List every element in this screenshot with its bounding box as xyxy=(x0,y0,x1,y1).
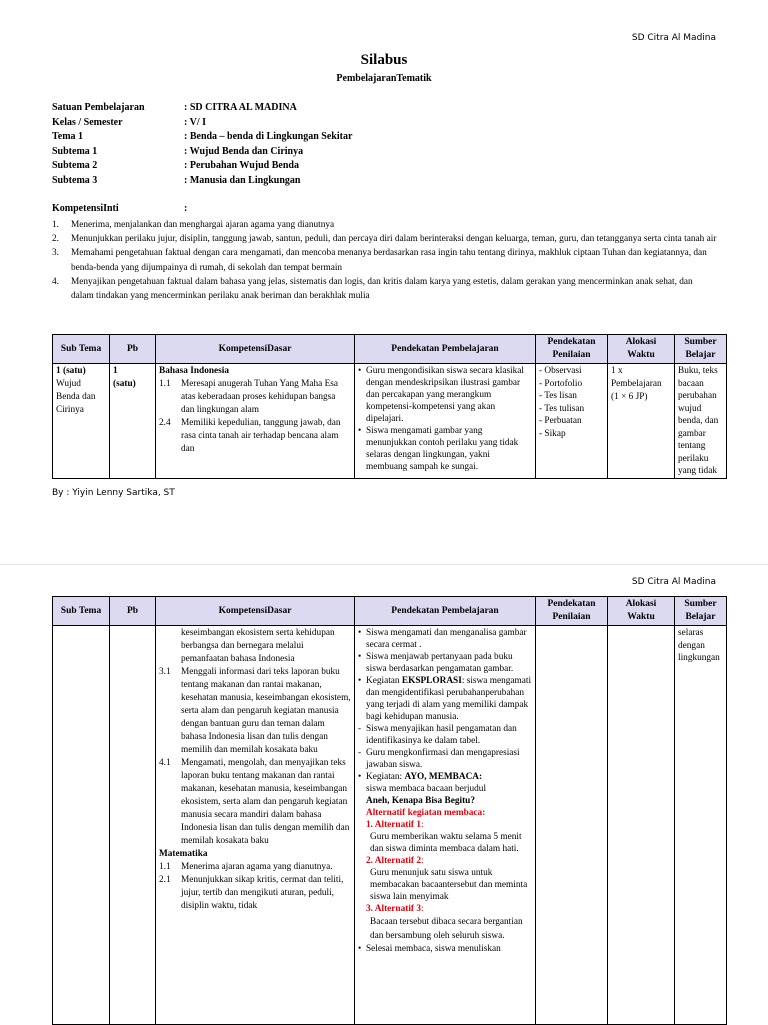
bullet-mark: • xyxy=(358,366,362,376)
kd-text: Menerima ajaran agama yang dianutnya. xyxy=(181,862,333,872)
pendekatan-text: Siswa menjawab pertanyaan pada buku siswa berdasarkan pengamatan gambar. xyxy=(366,652,514,674)
sumber-text: Buku, teks bacaan perubahan wujud benda, dan gambar tentang perilaku yang tidak xyxy=(678,366,719,476)
sumber-text: selaras dengan lingkungan xyxy=(678,628,720,663)
cell-sumber xyxy=(675,364,727,479)
pendekatan-text-pre: Kegiatan: xyxy=(366,772,405,782)
syllabus-table xyxy=(52,334,727,479)
alt-1: 1. Alternatif 1: xyxy=(366,820,424,830)
pb-word: (satu) xyxy=(113,379,136,389)
pendekatan-item xyxy=(358,723,532,747)
ki-num: 4. xyxy=(52,276,59,287)
info-value: : Manusia dan Lingkungan xyxy=(184,174,301,186)
alt-label: 1. Alternatif 1 xyxy=(366,820,421,830)
reading-title: Aneh, Kenapa Bisa Begitu? xyxy=(366,796,475,806)
cell-subtema xyxy=(53,626,110,1025)
table-header-row xyxy=(53,335,727,364)
penilaian-item: - Observasi xyxy=(539,366,582,376)
kd-item xyxy=(159,861,351,874)
bullet-mark: • xyxy=(358,426,362,436)
penilaian-item: - Sikap xyxy=(539,428,566,439)
kd-text: Mengamati, mengolah, dan menyajikan teks laporan buku tentang makanan dan rantai makanan, kesehatan manusia, keseimbangan ekosistem, serta alam dan pengaruh kegiatan manusia secara mandiri dalam bahasa Indonesia lisan dan tulis dengan memilih dan memilah kosakata baku xyxy=(181,758,350,846)
kd-text: Memiliki kepedulian, tanggung jawab, dan rasa cinta tanah air terhadap bencana alam dan xyxy=(181,418,341,454)
kd-num: 2.4 xyxy=(159,418,171,428)
kd-heading: Matematika xyxy=(159,849,208,859)
info-row xyxy=(52,130,352,145)
pendekatan-item xyxy=(358,651,532,675)
info-label: Subtema 3 xyxy=(52,174,98,186)
table-row xyxy=(53,364,727,479)
col-alokasi: Alokasi Waktu xyxy=(608,597,675,626)
ki-heading-sep: : xyxy=(184,203,188,214)
kd-item xyxy=(159,757,351,848)
info-block xyxy=(52,101,352,188)
syllabus-table-continued xyxy=(52,596,727,1025)
cell-kd xyxy=(156,364,355,479)
pendekatan-keyword: AYO, MEMBACA: xyxy=(404,772,483,782)
info-value: : V/ I xyxy=(184,116,207,128)
info-row xyxy=(52,145,352,160)
alt-text: Bacaan tersebut dibaca secara bergantian dan bersambung oleh seluruh siswa. xyxy=(370,917,523,941)
ki-text: Memahami pengetahuan faktual dengan cara mengamati, dan mencoba menanya berdasarkan rasa ingin tahu tentang dirinya, makhluk ciptaan Tuhan dan kegiatannya, dan benda-benda yang dijumpainya di rumah, di sekolah dan tempat bermain xyxy=(71,248,707,273)
kd-item xyxy=(159,874,351,913)
ki-item xyxy=(52,275,717,303)
info-row xyxy=(52,174,352,189)
ki-text: Menerima, menjalankan dan menghargai ajaran agama yang dianutnya xyxy=(71,220,335,230)
col-pb: Pb xyxy=(110,335,156,364)
penilaian-item: - Tes tulisan xyxy=(539,403,585,414)
cell-sumber xyxy=(675,626,727,1025)
col-pendekatan: Pendekatan Pembelajaran xyxy=(355,597,536,626)
pendekatan-item xyxy=(358,425,532,473)
info-label: Subtema 1 xyxy=(52,145,98,157)
kd-num: 1.1 xyxy=(159,379,171,389)
kd-item xyxy=(159,417,351,456)
pendekatan-item xyxy=(358,771,532,783)
kd-num: 4.1 xyxy=(159,758,171,768)
ki-heading xyxy=(52,203,188,214)
bullet-mark: • xyxy=(358,628,362,638)
kd-text: Meresapi anugerah Tuhan Yang Maha Esa atas keberadaan proses kehidupan bangsa dan lingkungan alam xyxy=(181,379,338,415)
page-subtitle: PembelajaranTematik xyxy=(336,73,432,84)
pendekatan-text: Guru mengkonfirmasi dan mengapresiasi jawaban siswa. xyxy=(366,748,520,770)
page-2 xyxy=(0,564,768,1025)
pendekatan-text-pre: Kegiatan xyxy=(366,676,402,686)
cell-pendekatan xyxy=(355,364,536,479)
info-value: : Wujud Benda dan Cirinya xyxy=(184,145,304,157)
kd-continuation: keseimbangan ekosistem serta kehidupan berbangsa dan bernegara melalui pemanfaatan bahasa Indonesia xyxy=(181,628,335,664)
ki-list xyxy=(52,218,717,303)
pendekatan-item xyxy=(358,943,532,955)
pendekatan-text: Siswa mengamati dan menganalisa gambar secara cermat . xyxy=(366,628,527,650)
alokasi-text: 1 x Pembelajaran (1 × 6 JP) xyxy=(611,366,662,402)
pendekatan-text: Guru mengondisikan siswa secara klasikal dengan mendeskripsikan ilustrasi gambar dan percakapan yang merangkum kompetensi-kompetensi yang akan dipelajari. xyxy=(366,366,525,424)
col-penilaian: Pendekatan Penilaian xyxy=(536,335,608,364)
cell-pb xyxy=(110,364,156,479)
pendekatan-item xyxy=(358,675,532,723)
col-subtema: Sub Tema xyxy=(53,335,110,364)
kd-text: Menunjukkan sikap kritis, cermat dan teliti, jujur, tertib dan mengikuti aturan, peduli, disiplin waktu, tidak xyxy=(181,875,344,911)
cell-penilaian xyxy=(536,364,608,479)
ki-text: Menyajikan pengetahuan faktual dalam bahasa yang jelas, sistematis dan logis, dan kritis dalam karya yang estetis, dalam gerakan yang mencerminkan anak sehat, dan dalam tindakan yang mencerminkan perilaku anak beriman dan berakhlak mulia xyxy=(71,276,693,302)
pendekatan-text: Siswa mengamati gambar yang menunjukkan contoh perilaku yang tidak selaras dengan lingkungan, yakni membuang sampah ke sungai. xyxy=(366,426,519,472)
penilaian-item: - Portofolio xyxy=(539,378,583,389)
col-alokasi: Alokasi Waktu xyxy=(608,335,675,364)
kd-item xyxy=(159,378,351,417)
cell-penilaian xyxy=(536,626,608,1025)
col-kd: KompetensiDasar xyxy=(156,335,355,364)
info-value: : Perubahan Wujud Benda xyxy=(184,160,299,171)
bullet-mark: • xyxy=(358,676,362,686)
info-row xyxy=(52,116,352,131)
pendekatan-text: siswa membaca bacaan berjudul xyxy=(366,784,487,794)
info-row xyxy=(52,159,352,174)
kd-num: 3.1 xyxy=(159,667,171,677)
col-sumber: Sumber Belajar xyxy=(675,335,727,364)
ki-item xyxy=(52,232,717,246)
subtema-name: Wujud Benda dan Cirinya xyxy=(56,379,96,415)
dash-mark: - xyxy=(358,748,362,758)
ki-item xyxy=(52,246,717,274)
pendekatan-item xyxy=(358,627,532,651)
pb-num: 1 xyxy=(113,366,118,376)
alt-text: Guru menunjuk satu siswa untuk membacakan bacaantersebut dan meminta siswa lain menyimak xyxy=(370,868,528,902)
cell-kd xyxy=(156,626,355,1025)
cell-alokasi xyxy=(608,626,675,1025)
col-sumber: Sumber Belajar xyxy=(675,597,727,626)
alt-3: 3. Alternatif 3: xyxy=(366,904,424,914)
alt-label: 2. Alternatif 2 xyxy=(366,856,421,866)
bullet-mark: • xyxy=(358,652,362,662)
ki-text: Menunjukkan perilaku jujur, disiplin, tanggung jawab, santun, peduli, dan percaya diri dalam berinteraksi dengan keluarga, teman, guru, dan tetangganya serta cinta tanah air xyxy=(71,234,717,245)
col-pb: Pb xyxy=(110,597,156,626)
pendekatan-text-post: : siswa mengamati dan mengidentifikasi perubahanperubahan yang terjadi di alam yang memiliki dampak bagi kehidupan manusia. xyxy=(366,676,532,722)
col-kd: KompetensiDasar xyxy=(156,597,355,626)
kd-num: 1.1 xyxy=(159,862,171,872)
bullet-mark: • xyxy=(358,944,362,954)
table-row xyxy=(53,626,727,1025)
penilaian-item: - Tes lisan xyxy=(539,391,577,401)
info-value: : SD CITRA AL MADINA xyxy=(184,102,297,113)
penilaian-item: - Perbuatan xyxy=(539,416,582,426)
author-footer: By : Yiyin Lenny Sartika, ST xyxy=(52,488,175,498)
col-penilaian: Pendekatan Penilaian xyxy=(536,597,608,626)
info-label: Subtema 2 xyxy=(52,160,98,171)
info-value: : Benda – benda di Lingkungan Sekitar xyxy=(184,131,353,142)
col-pendekatan: Pendekatan Pembelajaran xyxy=(355,335,536,364)
col-subtema: Sub Tema xyxy=(53,597,110,626)
page-title: Silabus xyxy=(360,52,408,68)
pendekatan-keyword: EKSPLORASI xyxy=(401,676,462,686)
info-label: Tema 1 xyxy=(52,131,84,142)
dash-mark: - xyxy=(358,724,362,734)
pendekatan-text: Selesai membaca, siswa menuliskan xyxy=(366,944,501,954)
subtema-num: 1 (satu) xyxy=(56,366,86,376)
kd-item xyxy=(159,666,351,757)
info-label: Kelas / Semester xyxy=(52,116,123,128)
alt-text: Guru memberikan waktu selama 5 menit dan siswa diminta membaca dalam hati. xyxy=(370,832,522,854)
alt-2: 2. Alternatif 2: xyxy=(366,856,424,866)
pendekatan-text: Siswa menyajikan hasil pengamatan dan identifikasinya ke dalam tabel. xyxy=(366,724,517,746)
info-row xyxy=(52,101,352,116)
ki-num: 3. xyxy=(52,248,59,259)
cell-alokasi xyxy=(608,364,675,479)
header-school: SD Citra Al Madina xyxy=(631,577,716,587)
alt-label: 3. Alternatif 3 xyxy=(366,904,421,914)
table-header-row xyxy=(53,597,727,626)
bullet-mark: • xyxy=(358,772,362,782)
kd-text: Menggali informasi dari teks laporan buku tentang makanan dan rantai makanan, kesehatan manusia, keseimbangan ekosistem, serta alam dan pengaruh kegiatan manusia dengan bantuan guru dan teman dalam bahasa Indonesia lisan dan tulis dengan memilih dan memilah kosakata baku xyxy=(181,667,351,755)
pendekatan-item xyxy=(358,747,532,771)
alt-heading: Alternatif kegiatan membaca: xyxy=(366,808,486,818)
cell-pendekatan xyxy=(355,626,536,1025)
info-label: Satuan Pembelajaran xyxy=(52,102,145,113)
kd-heading: Bahasa Indonesia xyxy=(159,366,230,376)
ki-heading-label: KompetensiInti xyxy=(52,203,119,214)
ki-item xyxy=(52,218,717,232)
cell-subtema xyxy=(53,364,110,479)
ki-num: 1. xyxy=(52,220,59,230)
header-school: SD Citra Al Madina xyxy=(631,33,716,43)
ki-num: 2. xyxy=(52,234,59,245)
pendekatan-item xyxy=(358,365,532,425)
kd-num: 2.1 xyxy=(159,875,171,885)
cell-pb xyxy=(110,626,156,1025)
